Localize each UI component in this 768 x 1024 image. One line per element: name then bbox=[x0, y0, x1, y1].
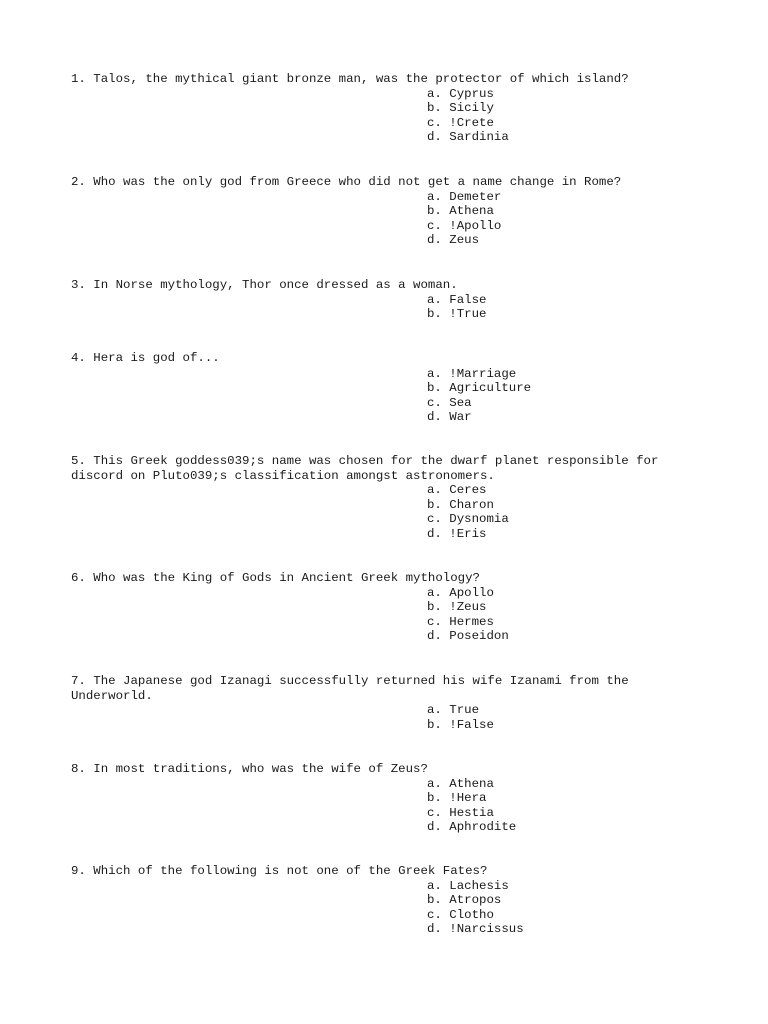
answer-options bbox=[427, 879, 691, 937]
option-c: c. Hermes bbox=[427, 614, 494, 629]
question-text: 2. Who was the only god from Greece who did not get a name change in Rome? bbox=[71, 175, 622, 189]
option-b: b. !False bbox=[427, 717, 494, 732]
option-b: b. !True bbox=[427, 307, 487, 322]
question-text: 4. Hera is god of... bbox=[71, 351, 220, 365]
option-d: d. Zeus bbox=[427, 233, 480, 248]
option-d: d. Poseidon bbox=[427, 629, 509, 644]
option-d: d. !Eris bbox=[427, 526, 487, 541]
option-c: c. Sea bbox=[427, 395, 472, 410]
question-text: 7. The Japanese god Izanagi successfully returned his wife Izanami from the Underworld. bbox=[71, 674, 637, 703]
answer-options bbox=[427, 190, 691, 248]
option-a: a. Ceres bbox=[427, 483, 487, 498]
option-b: b. !Zeus bbox=[427, 600, 487, 615]
question-9 bbox=[71, 864, 691, 937]
option-a: a. Cyprus bbox=[427, 86, 494, 101]
option-b: b. !Hera bbox=[427, 791, 487, 806]
option-b: b. Athena bbox=[427, 204, 494, 219]
question-text: 5. This Greek goddess039;s name was chosen for the dwarf planet responsible for discord on Pluto039;s classification amongst astronomers. bbox=[71, 454, 666, 483]
option-d: d. !Narcissus bbox=[427, 922, 524, 937]
option-c: c. Clotho bbox=[427, 907, 494, 922]
question-5 bbox=[71, 454, 691, 542]
question-2 bbox=[71, 175, 691, 248]
option-c: c. Hestia bbox=[427, 805, 494, 820]
question-text: 9. Which of the following is not one of the Greek Fates? bbox=[71, 864, 488, 878]
option-b: b. Agriculture bbox=[427, 381, 532, 396]
question-6 bbox=[71, 571, 691, 644]
question-4 bbox=[71, 351, 691, 425]
option-c: c. Dysnomia bbox=[427, 512, 509, 527]
question-1 bbox=[71, 72, 691, 145]
answer-options bbox=[427, 293, 691, 322]
question-7 bbox=[71, 674, 691, 732]
option-b: b. Sicily bbox=[427, 101, 494, 116]
option-c: c. !Crete bbox=[427, 115, 494, 130]
answer-options bbox=[427, 483, 691, 541]
option-b: b. Atropos bbox=[427, 893, 502, 908]
answer-options bbox=[427, 586, 691, 644]
answer-options bbox=[427, 87, 691, 145]
answer-options bbox=[427, 367, 691, 425]
option-d: d. Sardinia bbox=[427, 130, 509, 145]
question-text: 8. In most traditions, who was the wife of Zeus? bbox=[71, 762, 428, 776]
option-a: a. False bbox=[427, 292, 487, 307]
option-c: c. !Apollo bbox=[427, 218, 502, 233]
question-text: 3. In Norse mythology, Thor once dressed as a woman. bbox=[71, 278, 458, 292]
answer-options bbox=[427, 777, 691, 835]
option-b: b. Charon bbox=[427, 497, 494, 512]
option-a: a. Demeter bbox=[427, 189, 502, 204]
question-3 bbox=[71, 278, 691, 322]
option-a: a. Apollo bbox=[427, 585, 494, 600]
answer-options bbox=[427, 703, 691, 732]
option-d: d. Aphrodite bbox=[427, 820, 517, 835]
option-d: d. War bbox=[427, 410, 472, 425]
option-a: a. True bbox=[427, 703, 480, 718]
option-a: a. Athena bbox=[427, 776, 494, 791]
question-text: 6. Who was the King of Gods in Ancient Greek mythology? bbox=[71, 571, 480, 585]
option-a: a. !Marriage bbox=[427, 366, 517, 381]
option-a: a. Lachesis bbox=[427, 878, 509, 893]
question-text: 1. Talos, the mythical giant bronze man, was the protector of which island? bbox=[71, 72, 629, 86]
question-8 bbox=[71, 762, 691, 835]
